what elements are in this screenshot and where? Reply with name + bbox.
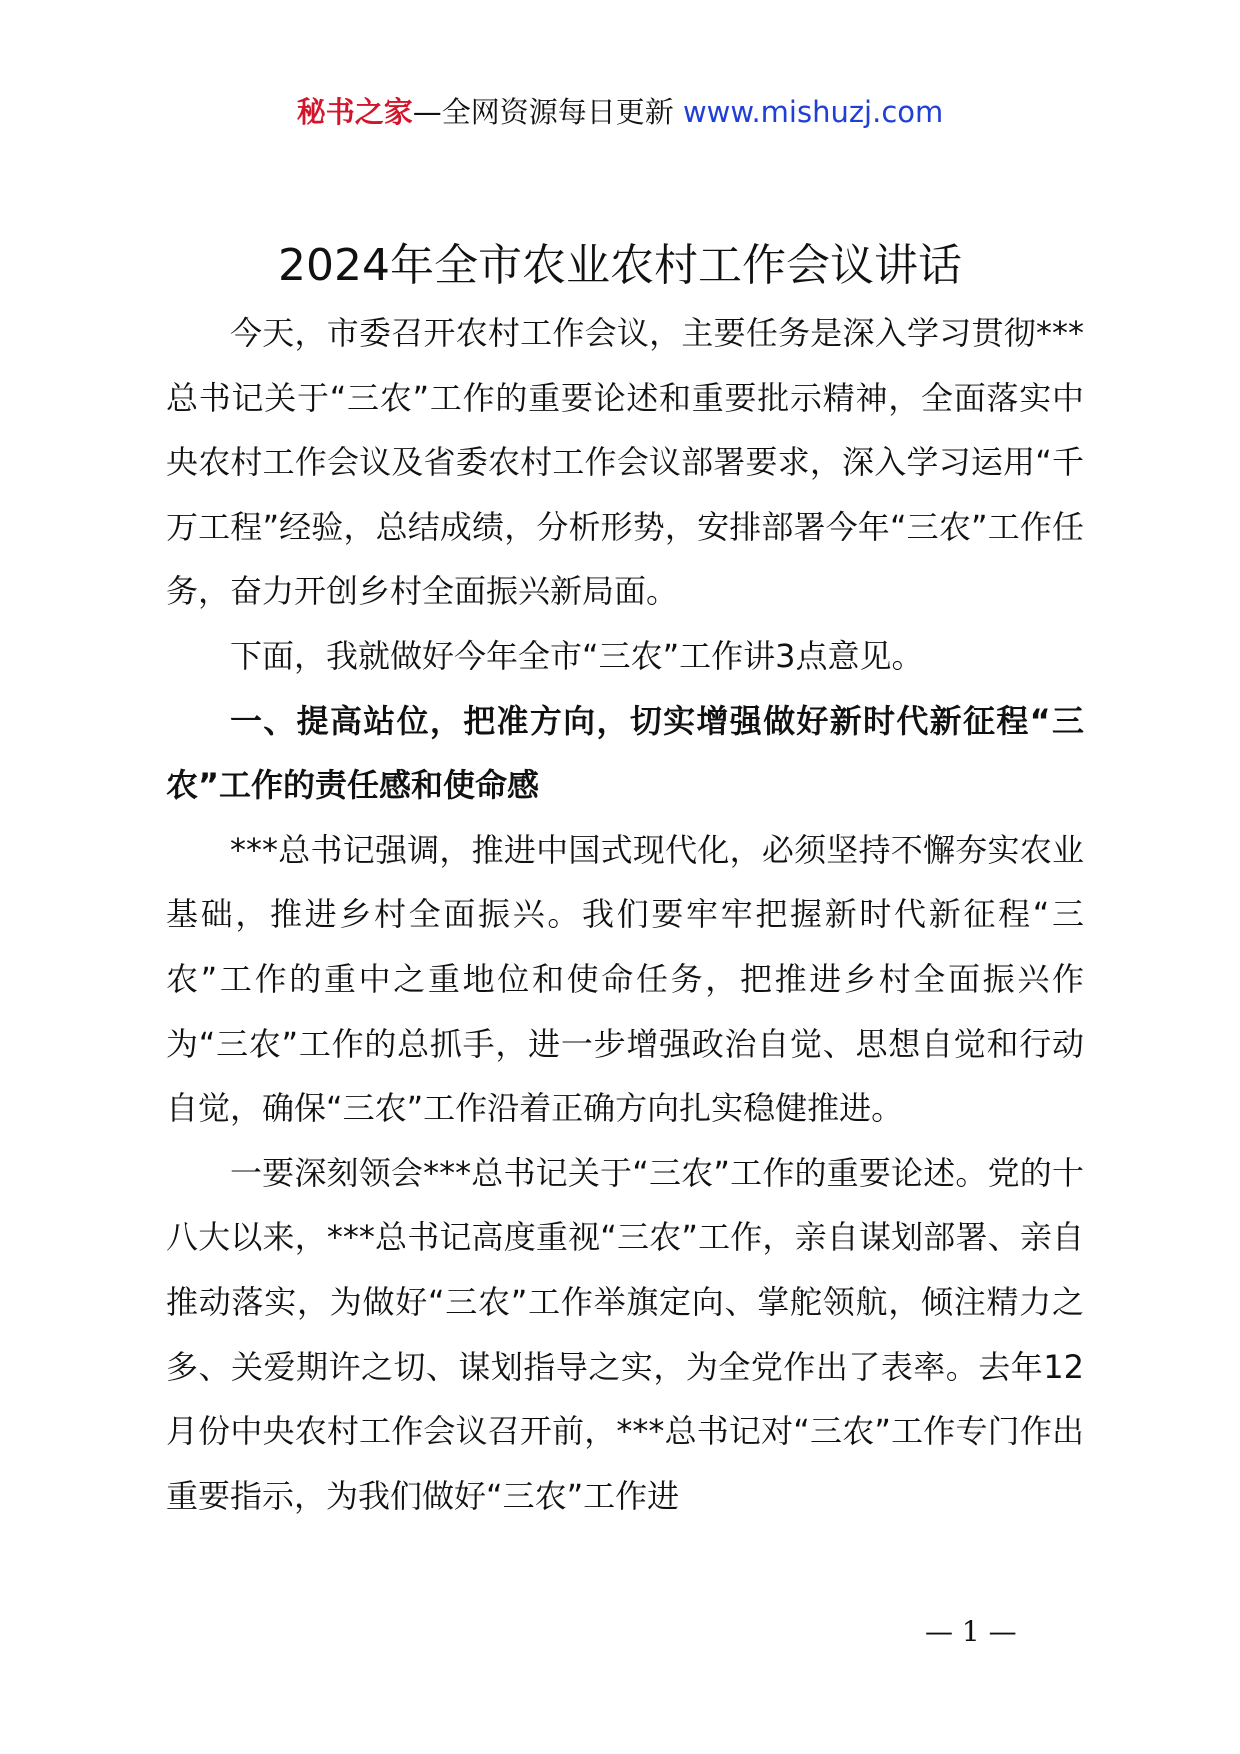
document-title: 2024年全市农业农村工作会议讲话 <box>278 240 962 291</box>
document-body <box>166 301 1084 1528</box>
section-heading-1: 一、提高站位，把准方向，切实增强做好新时代新征程“三农”工作的责任感和使命感 <box>166 701 1084 805</box>
page-number: — 1 — <box>925 1615 1017 1648</box>
paragraph-outline: 下面，我就做好今年全市“三农”工作讲3点意见。 <box>230 636 924 675</box>
site-tagline: —全网资源每日更新 <box>412 95 683 129</box>
site-header <box>0 92 1240 132</box>
site-brand: 秘书之家 <box>296 95 413 129</box>
paragraph-section-1-intro: ***总书记强调，推进中国式现代化，必须坚持不懈夯实农业基础，推进乡村全面振兴。我们要牢牢把握新时代新征程“三农”工作的重中之重地位和使命任务，把推进乡村全面振兴作为“三农”工作的总抓手，进一步增强政治自觉、思想自觉和行动自觉，确保“三农”工作沿着正确方向扎实稳健推进。 <box>166 830 1084 1128</box>
paragraph-intro: 今天，市委召开农村工作会议，主要任务是深入学习贯彻***总书记关于“三农”工作的重要论述和重要批示精神，全面落实中央农村工作会议及省委农村工作会议部署要求，深入学习运用“千万工程”经验，总结成绩，分析形势，安排部署今年“三农”工作任务，奋力开创乡村全面振兴新局面。 <box>166 314 1084 611</box>
paragraph-section-1-point-1: 一要深刻领会***总书记关于“三农”工作的重要论述。党的十八大以来，***总书记高度重视“三农”工作，亲自谋划部署、亲自推动落实，为做好“三农”工作举旗定向、掌舵领航，倾注精力之多、关爱期许之切、谋划指导之实，为全党作出了表率。去年12月份中央农村工作会议召开前，***总书记对“三农”工作专门作出重要指示，为我们做好“三农”工作进 <box>166 1153 1084 1515</box>
site-url[interactable]: www.mishuzj.com <box>682 95 944 129</box>
